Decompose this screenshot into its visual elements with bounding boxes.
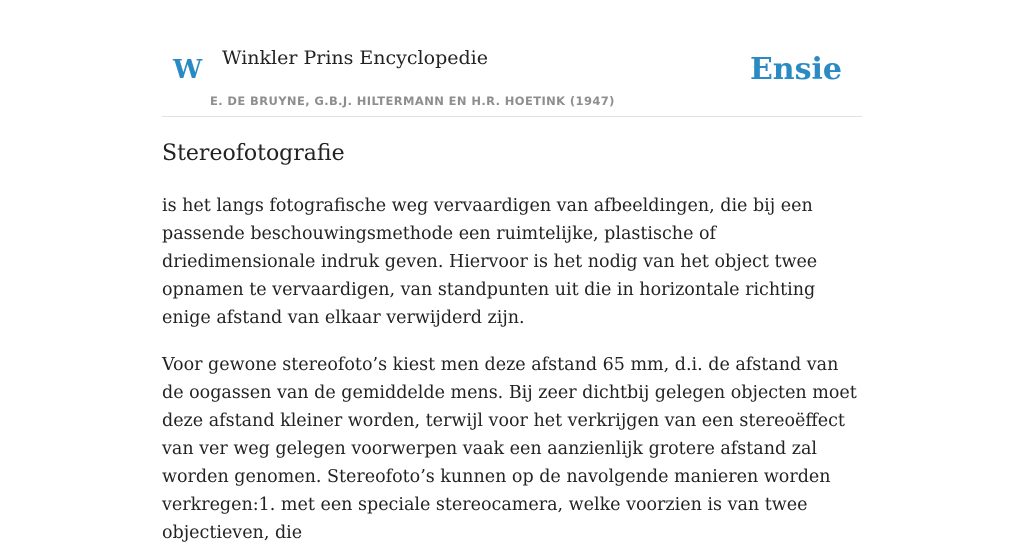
author-byline: E. DE BRUYNE, G.B.J. HILTERMANN EN H.R. HOETINK (1947)	[210, 94, 615, 108]
site-title[interactable]: Winkler Prins Encyclopedie	[222, 47, 488, 69]
brand-logo[interactable]: Ensie	[749, 52, 842, 87]
article-paragraph: Voor gewone stereofoto’s kiest men deze afstand 65 mm, d.i. de afstand van de oogassen van de gemiddelde mens. Bij zeer dichtbij gelegen objecten moet deze afstand kleiner worden, terwijl voor het verkrijgen van een stereoëffect van ver weg gelegen voorwerpen vaak een aanzienlijk grotere afstand zal worden genomen. Stereofoto’s kunnen op de navolgende manieren worden verkregen:1. met een speciale stereocamera, welke voorzien is van twee objectieven, die	[162, 355, 857, 543]
site-header	[162, 0, 862, 117]
article-paragraph: is het langs fotografische weg vervaardigen van afbeeldingen, die bij een passende beschouwingsmethode een ruimtelijke, plastische of driedimensionale indruk geven. Hiervoor is het nodig van het object twee opnamen te vervaardigen, van standpunten uit die in horizontale richting enige afstand van elkaar verwijderd zijn.	[162, 196, 818, 328]
article	[162, 136, 862, 547]
article-title: Stereofotografie	[162, 141, 345, 166]
logo-icon[interactable]: W	[173, 55, 203, 85]
